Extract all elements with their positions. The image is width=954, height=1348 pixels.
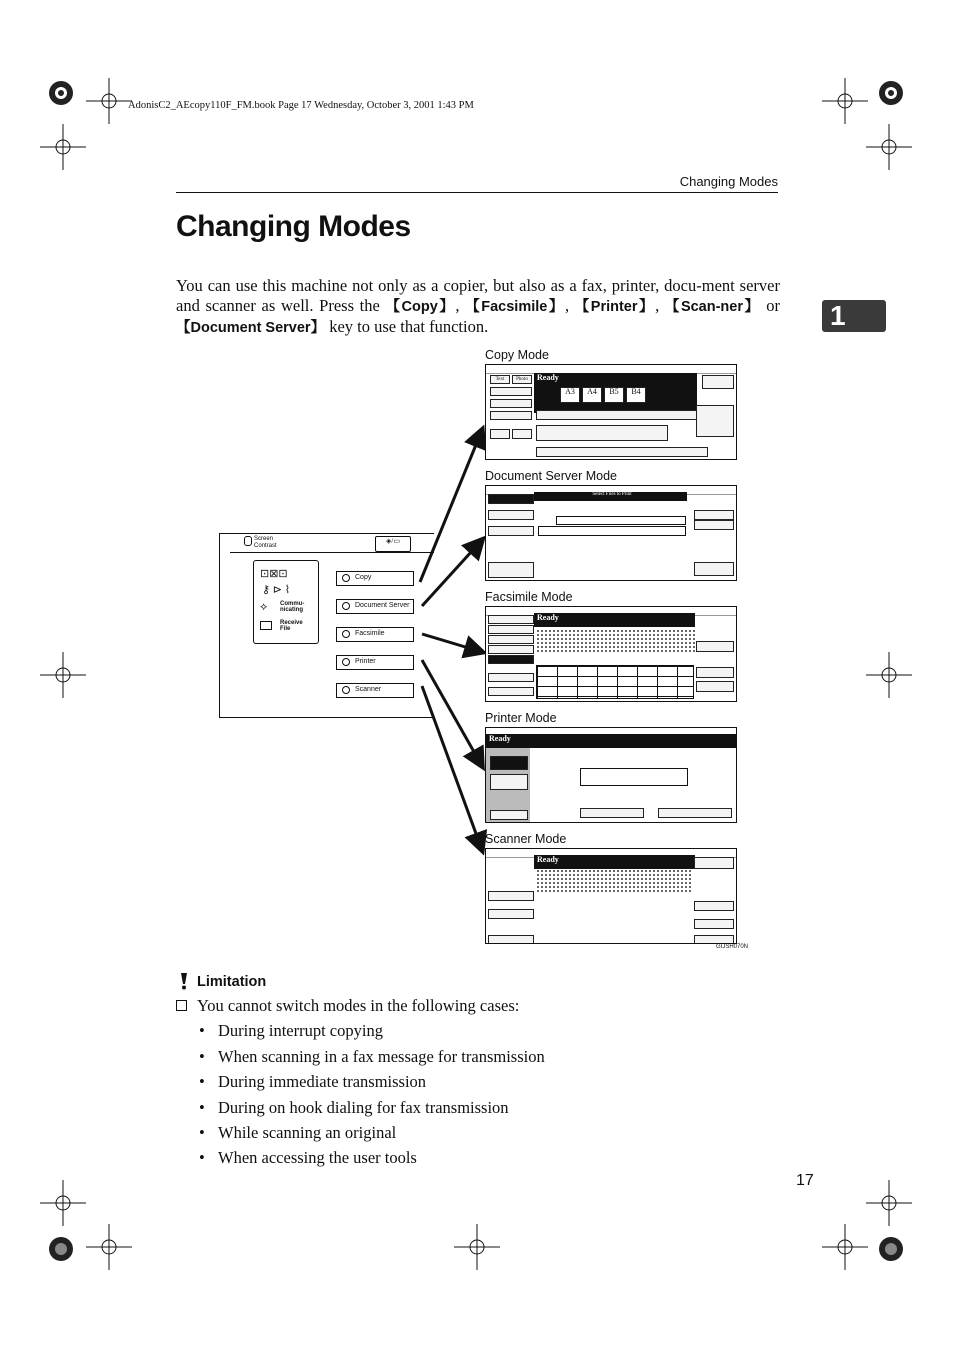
scanner-button[interactable] xyxy=(488,909,534,919)
online-button[interactable] xyxy=(490,756,528,770)
intro-paragraph xyxy=(176,276,780,338)
facsimile-key-text: Facsimile xyxy=(355,630,385,637)
page-number: 17 xyxy=(796,1172,814,1189)
crop-mark-right-middle xyxy=(866,652,912,698)
print-jobs-button[interactable] xyxy=(580,808,644,818)
separator: , xyxy=(564,296,575,315)
figure-code: GIJSH070N xyxy=(716,944,749,950)
facsimile-key[interactable] xyxy=(336,627,414,642)
clear-stop-button[interactable]: ◈/▭ xyxy=(375,536,411,552)
fax-button[interactable] xyxy=(488,673,534,682)
fax-button[interactable] xyxy=(488,635,534,644)
print-header: AdonisC2_AEcopy110F_FM.book Page 17 Wednesday, October 3, 2001 1:43 PM xyxy=(128,100,474,111)
paper-tray-button[interactable]: B5 xyxy=(604,387,624,403)
list-item-text: During immediate transmission xyxy=(218,1072,427,1091)
copy-button[interactable] xyxy=(702,375,734,389)
scanner-status: Ready xyxy=(534,855,695,869)
list-item-text: When accessing the user tools xyxy=(218,1148,417,1167)
doc-button[interactable] xyxy=(694,562,734,576)
limitation-intro xyxy=(176,996,519,1016)
list-item xyxy=(199,1123,396,1143)
doc-button[interactable] xyxy=(488,494,534,504)
copy-button[interactable] xyxy=(490,429,510,439)
scanner-button[interactable] xyxy=(694,935,734,944)
fax-button[interactable] xyxy=(488,615,534,624)
doc-button[interactable] xyxy=(488,562,534,578)
facsimile-status: Ready xyxy=(534,613,695,627)
crop-mark-bottom-center-left xyxy=(86,1224,132,1270)
intro-text: You can use this machine not only as a copier, but also as a fax, printer, docu-ment server and scanner as well. Press the xyxy=(176,276,780,315)
file-list-header xyxy=(556,516,686,525)
paper-tray-button[interactable]: B4 xyxy=(626,387,646,403)
crop-mark-top-left xyxy=(38,70,84,116)
intro-text-end: key to use that function. xyxy=(325,317,489,336)
crop-mark-top-right xyxy=(868,70,914,116)
scanner-button[interactable] xyxy=(694,857,734,869)
indicator-group xyxy=(253,560,319,644)
copy-button[interactable] xyxy=(490,399,532,408)
doc-button[interactable] xyxy=(488,510,534,520)
copy-key-label: 【Copy】 xyxy=(385,299,456,315)
fax-button[interactable] xyxy=(488,687,534,696)
doc-button[interactable] xyxy=(694,510,734,520)
receive-file-icon xyxy=(260,621,272,630)
limitation-heading-text: Limitation xyxy=(197,974,267,990)
facsimile-mode-label: Facsimile Mode xyxy=(485,590,573,604)
screen-contrast-label: Screen Contrast xyxy=(254,536,277,549)
scanner-key-text: Scanner xyxy=(355,686,382,693)
printer-status: Ready xyxy=(486,734,736,748)
job-reset-button[interactable] xyxy=(490,810,528,820)
copy-key-text: Copy xyxy=(355,574,372,581)
list-item xyxy=(199,1098,509,1118)
running-head: Changing Modes xyxy=(679,174,778,189)
doc-button[interactable] xyxy=(488,526,534,536)
crop-mark-bottom-left xyxy=(38,1226,84,1272)
scanner-mode-screen xyxy=(485,848,737,944)
facsimile-mode-screen xyxy=(485,606,737,702)
scanner-key[interactable] xyxy=(336,683,414,698)
fax-destination-area xyxy=(536,629,696,653)
receive-file-label: Receive File xyxy=(280,620,303,632)
list-item-text: During on hook dialing for fax transmission xyxy=(218,1098,509,1117)
list-item xyxy=(199,1047,545,1067)
paper-tray-button[interactable]: A4 xyxy=(582,387,602,403)
list-item-text: While scanning an original xyxy=(218,1123,397,1142)
communicating-icon: ⟡ xyxy=(260,601,268,613)
header-rule xyxy=(176,192,778,193)
fax-button[interactable] xyxy=(696,681,734,692)
scanner-key-label: 【Scan-ner】 xyxy=(664,299,761,315)
conjunction: or xyxy=(760,296,781,315)
copy-button[interactable]: Text xyxy=(490,375,510,384)
crop-mark-left-lower xyxy=(40,1180,86,1226)
scanner-button[interactable] xyxy=(694,919,734,929)
list-item xyxy=(199,1072,426,1092)
crop-mark-right-lower xyxy=(866,1180,912,1226)
copy-button[interactable] xyxy=(696,405,734,437)
copy-button[interactable] xyxy=(536,425,668,441)
scanner-button[interactable] xyxy=(488,935,534,944)
printer-key-text: Printer xyxy=(355,658,376,665)
communicating-label: Commu-nicating xyxy=(280,601,305,613)
printer-key[interactable] xyxy=(336,655,414,670)
offline-button[interactable] xyxy=(490,774,528,790)
file-list-row xyxy=(538,526,686,536)
crop-mark-top-center-left xyxy=(86,78,132,124)
quick-dial-grid xyxy=(536,665,694,699)
printer-key-label: 【Printer】 xyxy=(574,299,656,315)
exclamation-icon xyxy=(177,972,191,990)
panel-divider xyxy=(230,552,434,553)
crop-mark-bottom-center xyxy=(454,1224,500,1270)
list-item xyxy=(199,1021,383,1041)
separator: , xyxy=(455,296,466,315)
copy-button[interactable] xyxy=(490,387,532,396)
list-item-text: When scanning in a fax message for transmission xyxy=(218,1047,545,1066)
fax-button[interactable] xyxy=(488,625,534,634)
copy-status: Ready xyxy=(534,373,697,413)
copy-key[interactable] xyxy=(336,571,414,586)
document-server-key-text: Document Server xyxy=(355,602,410,609)
crop-mark-bottom-center-right xyxy=(822,1224,868,1270)
paper-tray-status xyxy=(580,768,688,786)
page-title: Changing Modes xyxy=(176,210,411,243)
limitation-heading xyxy=(197,974,266,990)
printer-mode-label: Printer Mode xyxy=(485,711,557,725)
list-item-text: During interrupt copying xyxy=(218,1021,383,1040)
document-server-key[interactable] xyxy=(336,599,414,614)
chapter-tab xyxy=(822,300,886,332)
document-server-mode-screen xyxy=(485,485,737,581)
scanner-button[interactable] xyxy=(694,901,734,911)
crop-mark-right-upper xyxy=(866,124,912,170)
copy-button[interactable] xyxy=(512,429,532,439)
scanner-destination-area xyxy=(536,869,692,893)
copy-button[interactable] xyxy=(490,411,532,420)
scanner-button[interactable] xyxy=(488,891,534,901)
print-jobs-button[interactable] xyxy=(658,808,732,818)
crop-mark-bottom-right xyxy=(868,1226,914,1272)
fax-button[interactable] xyxy=(488,645,534,654)
copy-button[interactable]: Photo xyxy=(512,375,532,384)
copy-button[interactable] xyxy=(536,410,698,420)
tool-icons: ⚷ ⊳ ⌇ xyxy=(262,584,291,596)
fax-button[interactable] xyxy=(696,667,734,678)
fax-button[interactable] xyxy=(488,655,534,664)
contrast-icon xyxy=(244,536,252,546)
crop-mark-left-upper xyxy=(40,124,86,170)
doc-button[interactable] xyxy=(694,520,734,530)
copy-mode-screen xyxy=(485,364,737,460)
separator: , xyxy=(655,296,665,315)
facsimile-key-label: 【Facsimile】 xyxy=(465,299,565,315)
copy-mode-label: Copy Mode xyxy=(485,348,549,362)
checkbox-icon xyxy=(176,1000,187,1011)
printer-mode-screen xyxy=(485,727,737,823)
document-server-status: Select Files to Print xyxy=(534,492,687,501)
paper-tray-button[interactable]: A3 xyxy=(560,387,580,403)
document-server-key-label: 【Document Server】 xyxy=(176,320,326,336)
fax-button[interactable] xyxy=(696,641,734,652)
limitation-intro-text: You cannot switch modes in the following cases: xyxy=(197,996,520,1015)
crop-mark-top-center-right xyxy=(822,78,868,124)
document-server-mode-label: Document Server Mode xyxy=(485,469,618,483)
chapter-number: 1 xyxy=(830,300,846,331)
list-item xyxy=(199,1148,417,1168)
scanner-mode-label: Scanner Mode xyxy=(485,832,567,846)
copy-button[interactable] xyxy=(536,447,708,457)
crop-mark-left-middle xyxy=(40,652,86,698)
fax-status-icons: ⊡⊠⊡ xyxy=(260,568,288,580)
